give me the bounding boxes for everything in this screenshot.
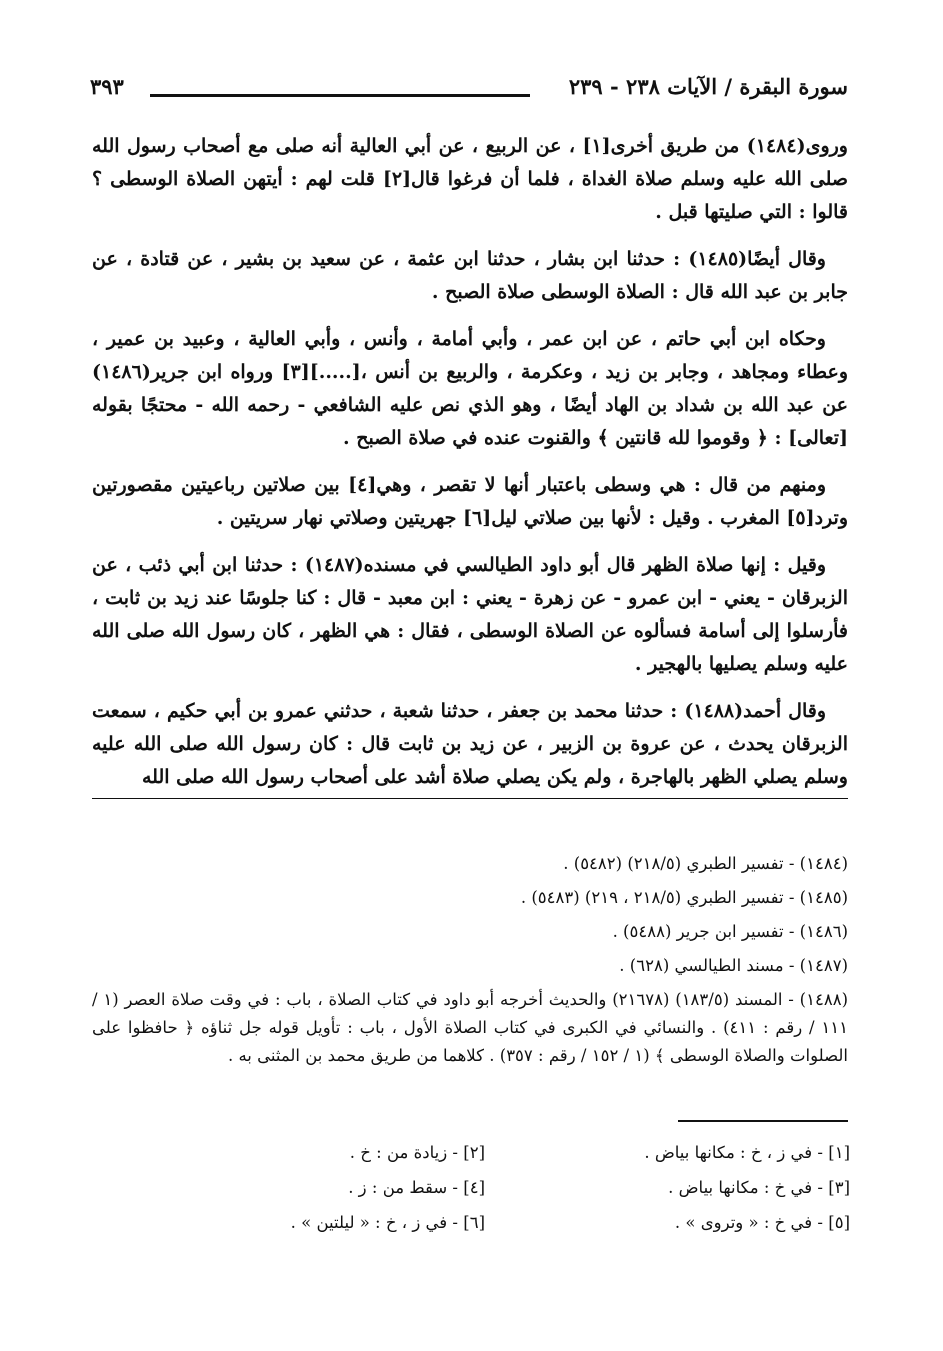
page-number: ٣٩٣ [90, 74, 124, 99]
paragraph: وروى(١٤٨٤) من طريق أخرى[١] ، عن الربيع ، عن أبي العالية أنه صلى مع أصحاب رسول الله صلى الله عليه وسلم صلاة الغداة ، فلما أن فرغوا قال[٢] قلت لهم : أيتهن الصلاة الوسطى ؟ قالوا : التي صليتها قبل . [92, 135, 848, 223]
footnote: (١٤٨٤) - تفسير الطبري (٢١٨/٥) (٥٤٨٢) . [563, 854, 848, 873]
footnote: (١٤٨٥) - تفسير الطبري (٢١٨/٥ ، ٢١٩) (٥٤٨٣) . [520, 888, 848, 907]
variant-note: [٢] - زيادة من : خ . [349, 1143, 485, 1162]
variant-note: [٦] - في ز ، خ : « ليلتين » . [290, 1213, 485, 1232]
variant-note: [٤] - سقط من : ز . [348, 1178, 485, 1197]
footnote: (١٤٨٨) - المسند (١٨٣/٥) (٢١٦٧٨) والحديث أخرجه أبو داود في كتاب الصلاة ، باب : في وقت صلاة العصر (١ / ١١١ / رقم : ٤١١) . والنسائي في الكبرى في كتاب الصلاة الأول ، باب : تأويل قوله جل ثناؤه ﴿ حافظوا على الصلوات والصلاة الوسطى ﴾ (١ / ١٥٢ / رقم : ٣٥٧) . كلاهما من طريق محمد بن المثنى به . [92, 990, 849, 1065]
paragraph: وقال أحمد(١٤٨٨) : حدثنا محمد بن جعفر ، حدثنا شعبة ، حدثني عمرو بن أبي حكيم ، سمعت الزبرقان يحدث ، عن عروة بن الزبير ، عن زيد بن ثابت قال : كان رسول الله صلى الله عليه وسلم يصلي الظهر بالهاجرة ، ولم يكن يصلي صلاة أشد على أصحاب رسول الله صلى الله [92, 695, 848, 799]
footnotes [92, 850, 848, 1076]
variant-note: [١] - في ز ، خ : مكانها بياض . [644, 1143, 850, 1162]
footnote: (١٤٨٧) - مسند الطيالسي (٦٢٨) . [619, 956, 848, 975]
variant-note: [٣] - في خ : مكانها بياض . [668, 1178, 850, 1197]
running-header [90, 70, 848, 110]
paragraph: وحكاه ابن أبي حاتم ، عن ابن عمر ، وأبي أمامة ، وأنس ، وأبي العالية ، وعبيد بن عمير ، وعطاء ومجاهد ، وجابر بن زيد ، وعكرمة ، والربيع بن أنس ،[.....][٣] ورواه ابن جرير(١٤٨٦) عن عبد الله بن شداد بن الهاد أيضًا ، وهو الذي نص عليه الشافعي - رحمه الله - محتجًا بقوله [تعالى] : ﴿ وقوموا لله قانتين ﴾ والقنوت عنده في صلاة الصبح . [92, 328, 848, 449]
footnote-separator [678, 1120, 848, 1122]
main-text [92, 130, 848, 813]
paragraph: وقال أيضًا(١٤٨٥) : حدثنا ابن بشار ، حدثنا ابن عثمة ، عن سعيد بن بشير ، عن قتادة ، عن جابر بن عبد الله قال : الصلاة الوسطى صلاة الصبح . [92, 248, 848, 303]
manuscript-variants [150, 1135, 850, 1240]
footnote: (١٤٨٦) - تفسير ابن جرير (٥٤٨٨) . [612, 922, 848, 941]
paragraph: وقيل : إنها صلاة الظهر قال أبو داود الطيالسي في مسنده(١٤٨٧) : حدثنا ابن أبي ذئب ، عن الزبرقان - يعني - ابن عمرو - عن زهرة - يعني : ابن معبد - قال : كنا جلوسًا عند زيد بن ثابت ، فأرسلوا إلى أسامة فسألوه عن الصلاة الوسطى ، فقال : هي الظهر ، كان رسول الله صلى الله عليه وسلم يصليها بالهجير . [92, 554, 848, 675]
chapter-title: سورة البقرة / الآيات ٢٣٨ - ٢٣٩ [568, 74, 848, 99]
variant-note: [٥] - في خ : « وتروى » . [674, 1213, 850, 1232]
paragraph: ومنهم من قال : هي وسطى باعتبار أنها لا تقصر ، وهي[٤] بين صلاتين رباعيتين مقصورتين وترد[٥] المغرب . وقيل : لأنها بين صلاتي ليل[٦] جهريتين وصلاتي نهار سريتين . [92, 474, 848, 529]
header-rule [150, 94, 530, 97]
